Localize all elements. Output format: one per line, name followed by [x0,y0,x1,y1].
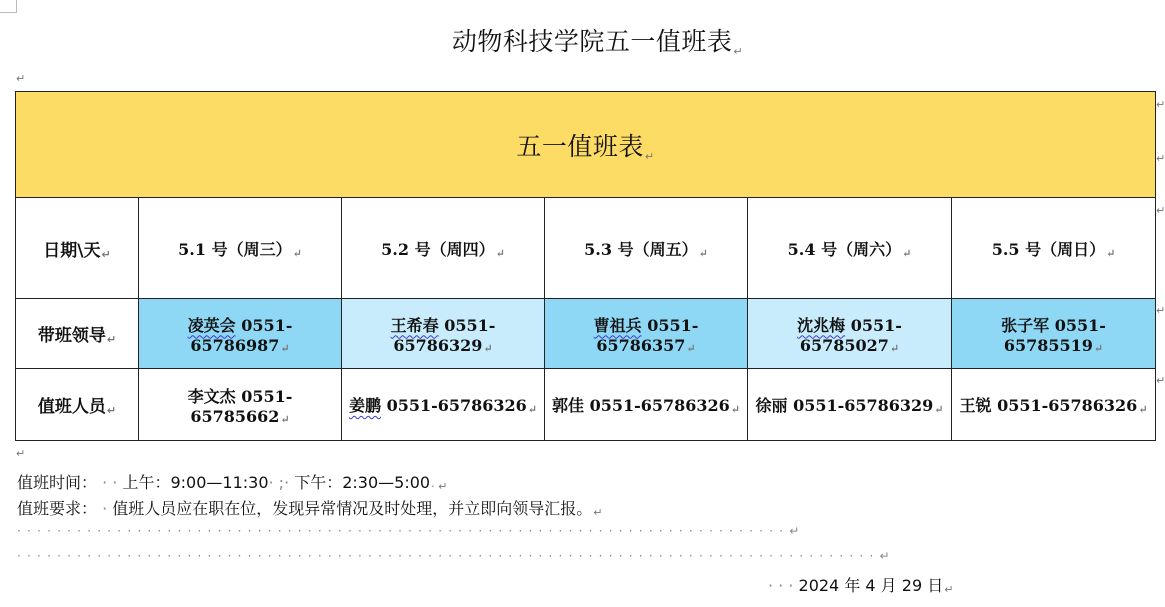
date-cell: 5.5 号（周日）↵ [952,198,1156,299]
row-end-mark: ↵ [1156,152,1165,165]
duty-cell: 李文杰 0551-65785662↵ [139,369,342,441]
date-cell: 5.1 号（周三）↵ [139,198,342,299]
duty-row-label: 值班人员↵ [16,369,139,441]
leader-cell: 曹祖兵 0551-65786357↵ [545,299,748,369]
document-title: 动物科技学院五一值班表↵ [451,27,744,58]
leader-cell: 凌英会 0551-65786987↵ [139,299,342,369]
row-end-mark: ↵ [1156,204,1165,217]
signed-date: · · · 2024 年 4 月 29 日↵ [768,576,954,596]
date-cell: 5.2 号（周四）↵ [342,198,545,299]
leader-row-label: 带班领导↵ [16,299,139,369]
leader-cell: 王希春 0551-65786329↵ [342,299,545,369]
row-end-mark: ↵ [1156,374,1165,387]
duty-cell: 郭佳 0551-65786326↵ [545,369,748,441]
duty-cell: 姜鹏 0551-65786326↵ [342,369,545,441]
leader-row [16,299,1156,369]
duty-row [16,369,1156,441]
table-header: 五一值班表↵ [16,92,1156,198]
date-cell: 5.4 号（周六）↵ [748,198,952,299]
page-corner-marker [0,0,17,13]
date-row-label: 日期\天↵ [16,198,139,299]
duty-cell: 徐丽 0551-65786329↵ [748,369,952,441]
date-row [16,198,1156,299]
duty-requirement-line: 值班要求： · 值班人员应在职在位，发现异常情况及时处理，并立即向领导汇报。↵ [17,499,603,519]
leader-cell: 沈兆梅 0551-65785027↵ [748,299,952,369]
paragraph-mark: ↵ [16,72,26,85]
blank-line-dots: · · · · · · · · · · · · · · · · · · · · · · · · · · · · · · · · · · · · · · · · · · · · · · · · · · · · · · · · · · · · · · · · · · · · · · · · · · · · · · · · · · · · · · ↵ [17,549,891,563]
blank-line-dots: · · · · · · · · · · · · · · · · · · · · · · · · · · · · · · · · · · · · · · · · · · · · · · · · · · · · · · · · · · · · · · · · · · · · · · · · · · · · · ↵ [17,524,801,538]
date-cell: 5.3 号（周五）↵ [545,198,748,299]
duty-table [15,91,1156,441]
duty-cell: 王锐 0551-65786326↵ [952,369,1156,441]
row-end-mark: ↵ [1156,304,1165,317]
leader-cell: 张子军 0551-65785519↵ [952,299,1156,369]
paragraph-mark: ↵ [16,447,26,460]
duty-time-line: 值班时间： · · 上午：9:00—11:30· ;· 下午：2:30—5:00· ↵ [17,473,448,493]
row-end-mark: ↵ [1156,98,1165,111]
